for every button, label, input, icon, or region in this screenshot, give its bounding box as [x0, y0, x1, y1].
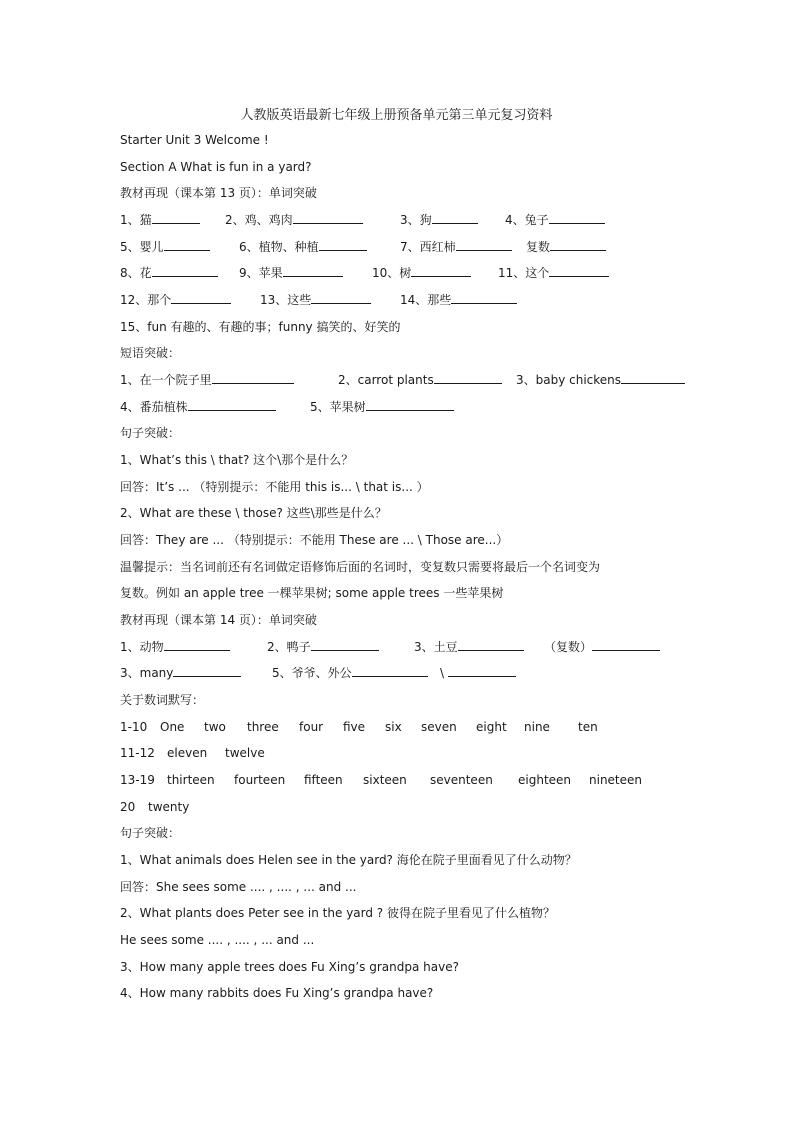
- vocab-item: 5、爷爷、外公: [272, 664, 428, 682]
- number-word: One: [160, 720, 185, 734]
- sentences2-heading: 句子突破：: [120, 826, 181, 840]
- numbers-heading: 关于数词默写：: [120, 693, 205, 707]
- question-3: 3、How many apple trees does Fu Xing’s grandpa have?: [120, 960, 459, 974]
- answer-q1: 回答：She sees some .... , .... , ... and ...: [120, 880, 357, 894]
- number-word: nineteen: [589, 773, 643, 787]
- phrase-item: 2、carrot plants: [338, 371, 502, 389]
- document-title: 人教版英语最新七年级上册预备单元第三单元复习资料: [240, 108, 553, 123]
- vocab-item: 3、狗: [400, 211, 478, 229]
- answer-2: 回答：They are ... （特别提示：不能用 These are ... \ Those are...）: [120, 533, 509, 547]
- vocab-row-5: 15、fun 有趣的、有趣的事；funny 搞笑的、好笑的: [120, 320, 401, 334]
- number-word: sixteen: [363, 773, 407, 787]
- number-word: 13-19: [120, 773, 155, 787]
- vocab-item: 10、树: [372, 264, 471, 282]
- vocab-item: 1、猫: [120, 211, 200, 229]
- tip-line-1: 温馨提示：当名词前还有名词做定语修饰后面的名词时，变复数只需要将最后一个名词变为: [120, 560, 601, 574]
- number-word: fifteen: [304, 773, 343, 787]
- phrase-item: 5、苹果树: [310, 398, 454, 416]
- answer-1: 回答：It’s ... （特别提示：不能用 this is... \ that is... ）: [120, 480, 429, 494]
- number-word: three: [247, 720, 279, 734]
- vocab-item: 12、那个: [120, 291, 231, 309]
- phrase-item: 1、在一个院子里: [120, 371, 294, 389]
- number-word: twenty: [148, 800, 190, 814]
- vocab-item: 2、鸡、鸡肉: [225, 211, 363, 229]
- number-word: seventeen: [430, 773, 493, 787]
- vocab-item: 11、这个: [498, 264, 609, 282]
- number-word: 20: [120, 800, 136, 814]
- number-word: four: [299, 720, 324, 734]
- vocab-item: 8、花: [120, 264, 218, 282]
- number-word: 11-12: [120, 746, 155, 760]
- tip-line-2: 复数。例如 an apple tree 一棵苹果树; some apple trees 一些苹果树: [120, 586, 504, 600]
- number-word: six: [385, 720, 402, 734]
- sentence-2: 2、What are these \ those? 这些\那些是什么？: [120, 506, 387, 520]
- section-a-heading: Section A What is fun in a yard?: [120, 160, 312, 174]
- phrase-item: 4、番茄植株: [120, 398, 276, 416]
- vocab-item: 1、动物: [120, 638, 230, 656]
- vocab-item: 7、西红柿: [400, 238, 512, 256]
- number-word: twelve: [225, 746, 265, 760]
- vocab-item: 4、兔子: [505, 211, 605, 229]
- sentences-heading: 句子突破：: [120, 426, 181, 440]
- unit-heading: Starter Unit 3 Welcome !: [120, 133, 269, 147]
- vocab-item: 2、鸭子: [267, 638, 379, 656]
- number-word: seven: [421, 720, 457, 734]
- number-word: eighteen: [518, 773, 572, 787]
- question-2: 2、What plants does Peter see in the yard ? 彼得在院子里看见了什么植物？: [120, 906, 555, 920]
- number-word: nine: [524, 720, 550, 734]
- number-word: eight: [476, 720, 507, 734]
- sentence-1: 1、What’s this \ that? 这个\那个是什么？: [120, 453, 354, 467]
- number-word: 1-10: [120, 720, 148, 734]
- number-word: eleven: [167, 746, 208, 760]
- vocab-item: 13、这些: [260, 291, 371, 309]
- vocab-item: 3、土豆: [414, 638, 524, 656]
- answer-q2: He sees some .... , .... , ... and ...: [120, 933, 315, 947]
- vocab-item: 5、婴儿: [120, 238, 210, 256]
- vocab-item: 9、苹果: [239, 264, 343, 282]
- number-word: five: [343, 720, 366, 734]
- number-word: two: [204, 720, 226, 734]
- question-1: 1、What animals does Helen see in the yard? 海伦在院子里面看见了什么动物？: [120, 853, 577, 867]
- vocab-item: 6、植物、种植: [239, 238, 367, 256]
- vocab-item: \: [440, 664, 516, 682]
- vocab-item: （复数）: [544, 638, 660, 656]
- phrase-item: 3、baby chickens: [516, 371, 685, 389]
- vocab-item: 3、many: [120, 664, 241, 682]
- number-word: fourteen: [234, 773, 286, 787]
- number-word: ten: [578, 720, 598, 734]
- vocab-item: 14、那些: [400, 291, 517, 309]
- vocab-item: 复数: [526, 238, 606, 256]
- textbook-13-heading: 教材再现（课本第 13 页）：单词突破: [120, 186, 317, 200]
- question-4: 4、How many rabbits does Fu Xing’s grandpa have?: [120, 986, 434, 1000]
- phrases-heading: 短语突破：: [120, 346, 181, 360]
- textbook-14-heading: 教材再现（课本第 14 页）：单词突破: [120, 613, 317, 627]
- number-word: thirteen: [167, 773, 215, 787]
